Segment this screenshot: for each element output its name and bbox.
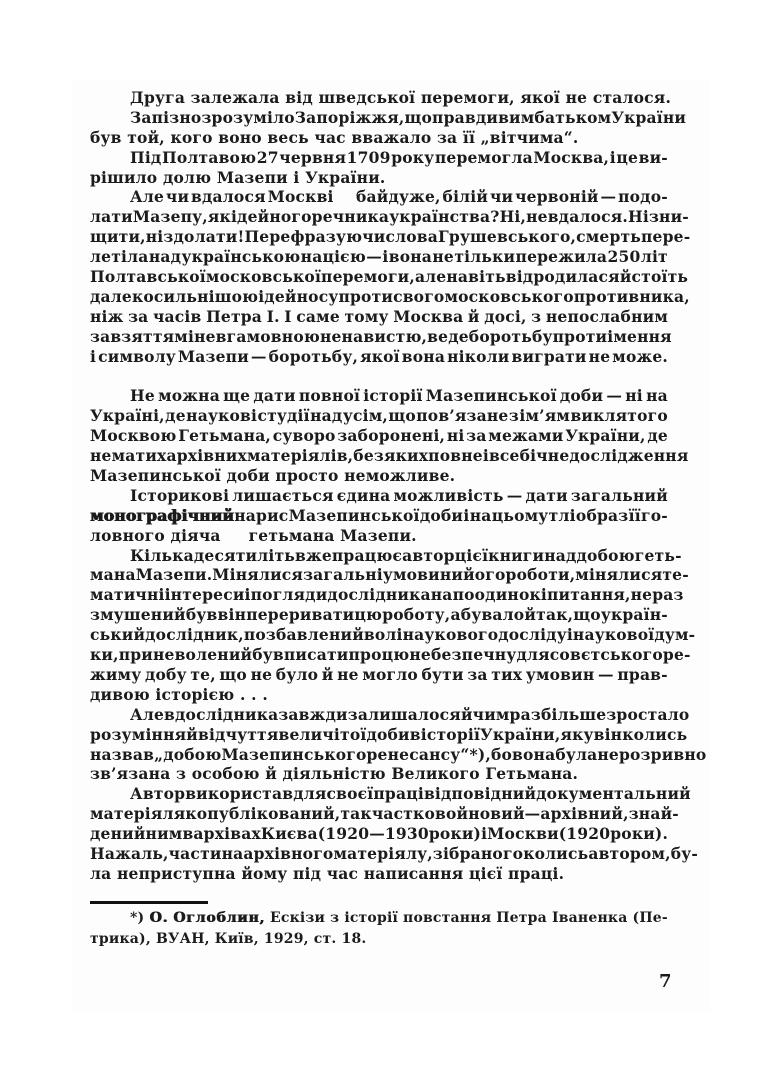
text-line: завзяттям і невгамовною ненавистю, веде боротьбу проти імення xyxy=(90,326,672,346)
text-line: *) О. Оглоблин, Ескізи з історії повстання Петра Іваненка (Пе- xyxy=(130,910,668,926)
paragraph xyxy=(90,148,668,188)
paragraph xyxy=(90,784,699,883)
text-line: ський дослідник, позбавлений волі наукового досліду і наукової дум- xyxy=(90,625,696,645)
text-line: рішило долю Мазепи і України. xyxy=(90,167,386,187)
text-line: матичні інтереси і погляди дослідника на поодинокі питання, не раз xyxy=(90,585,684,605)
text-line: Автор використав для своєї праці відповідний документальний xyxy=(130,784,691,804)
footnote xyxy=(90,908,668,950)
text-line: Історикові лишається єдина можливість — дати загальний xyxy=(130,485,668,505)
paragraph xyxy=(90,107,687,148)
text-line: ки, приневолений був писати про цю небезпечну для совєтського ре- xyxy=(90,645,691,665)
footnote-divider xyxy=(90,901,208,904)
text-line: Мазепинської доби просто неможливе. xyxy=(90,466,456,486)
text-line: Україні, де наукові студії над усім, що пов’язане з ім’ям виклятого xyxy=(90,406,668,426)
text-line: Друга залежала від шведської перемоги, якої не сталося. xyxy=(130,88,672,107)
paragraph xyxy=(90,486,668,546)
text-line: ла неприступна йому під час написання цієї праці. xyxy=(90,863,565,883)
text-line: дивою історією . . . xyxy=(90,684,268,704)
text-line: далеко сильнішою ідейно супроти свого московського противника, xyxy=(90,286,690,306)
text-line: ніж за часів Петра І. І саме тому Москва й досі, з непослабним xyxy=(90,306,668,326)
text-line: змушений був він переривати цю роботу, а бувало й так, що україн- xyxy=(90,605,668,625)
text-line: щити, ні здолати! Перефразуючи слова Грушевського, смерть пере- xyxy=(90,227,691,247)
text-line: матеріял як опублікований, так частково й новий — архівний, знай- xyxy=(90,804,679,824)
text-line: зв’язана з особою й діяльністю Великого Гетьмана. xyxy=(90,764,579,784)
text-line: лати Мазепу, як ідейного речника українства? Ні, не вдалося. Ні зни- xyxy=(90,207,689,227)
text-line: Але в дослідника завжди залишалося й чимраз більше зростало xyxy=(130,704,690,724)
text-line: жиму добу те, що не було й не могло бути за тих умовин — прав- xyxy=(90,664,668,684)
text-line: Запізно зрозуміло Запоріжжя, що правдивим батьком України xyxy=(130,107,687,127)
paragraph xyxy=(90,187,691,366)
page-number: 7 xyxy=(659,971,672,992)
text-line: Не можна ще дати повної історії Мазепинської доби — ні на xyxy=(130,386,668,406)
text-line: трика), ВУАН, Київ, 1929, ст. 18. xyxy=(90,931,367,947)
paragraph xyxy=(90,545,696,705)
text-line: назвав „добою Мазепинського ренесансу“*), бо вона була нерозривно xyxy=(90,744,707,764)
text-line: і символу Мазепи — боротьбу, якої вона ніколи виграти не може. xyxy=(90,346,668,366)
text-line: На жаль, частина архівного матеріялу, зібраного колись автором, бу- xyxy=(90,843,699,863)
paragraph xyxy=(90,704,707,785)
text-line: дений ним в архівах Києва (1920—1930 роки) і Москви (1920 роки). xyxy=(90,824,669,844)
text-line: летіла над українською нацією — і вона не тільки пережила 250 літ xyxy=(90,247,668,267)
paragraph xyxy=(90,386,689,486)
paragraph xyxy=(90,88,672,108)
text-line: монографічний нарис Мазепинської доби і на цьому тлі образ її го- xyxy=(90,505,668,525)
body-text-block xyxy=(90,88,707,884)
text-line: Полтавської московської перемоги, але навіть відродилася й стоїть xyxy=(90,267,689,287)
text-line: Москвою Гетьмана, суворо заборонені, ні за межами України, де xyxy=(90,426,668,446)
text-line: був той, кого воно весь час вважало за її „вітчима“. xyxy=(90,127,579,147)
text-line: мана Мазепи. Мінялися загальні умовини його роботи, мінялися те- xyxy=(90,565,689,585)
text-line: Але чи вдалося Москві байдуже, білій чи червоній — подо- xyxy=(130,187,668,207)
text-line: Під Полтавою 27 червня 1709 року перемогла Москва, і це ви- xyxy=(130,147,668,167)
text-line: розуміння й відчуття величі тої доби в історії України, яку він колись xyxy=(90,724,688,744)
text-line: нема тих архівних матеріялів, без яких повне і всебічне дослідження xyxy=(90,446,689,466)
text-line: ловного діяча гетьмана Мазепи. xyxy=(90,525,417,545)
text-line: Кілька десятиліть вже працює автор цієї книги над добою геть- xyxy=(130,545,682,565)
